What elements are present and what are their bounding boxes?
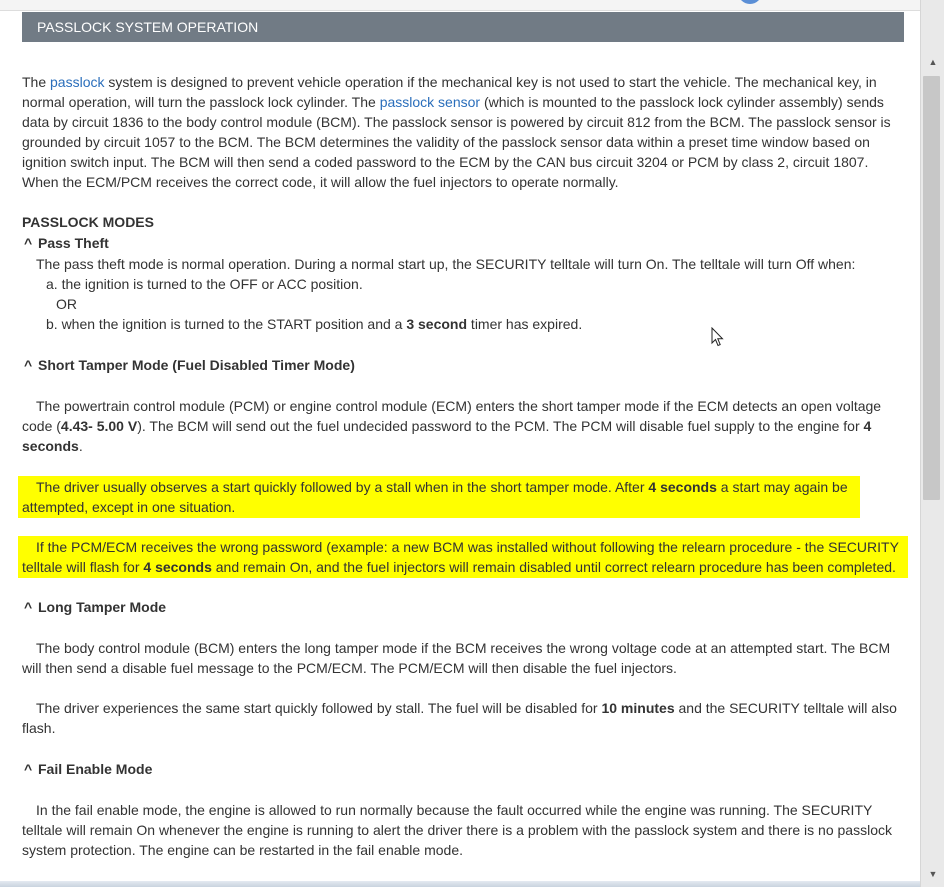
document-body (22, 72, 904, 860)
scroll-thumb[interactable] (923, 76, 940, 500)
fail-enable-paragraph: In the fail enable mode, the engine is allowed to run normally because the fault occurred while the engine was running. The SECURITY telltale will remain On whenever the engine is running to alert the driver there is a problem with the passlock system and there is no passlock system protection. The engine can be restarted in the fail enable mode. (22, 802, 892, 858)
long-tamper-paragraph-2: The driver experiences the same start quickly followed by stall. The fuel will be disabled for 10 minutes and the SECURITY telltale will also flash. (22, 700, 897, 736)
short-tamper-paragraph-1: The powertrain control module (PCM) or engine control module (ECM) enters the short tamper mode if the ECM detects an open voltage code (4.43- 5.00 V). The BCM will send out the fuel undecided password to the PCM. The PCM will disable fuel supply to the engine for 4 seconds. (22, 398, 882, 454)
intro-paragraph: The passlock system is designed to prevent vehicle operation if the mechanical key is not used to start the vehicle. The mechanical key, in normal operation, will turn the passlock lock cylinder. The passlock sensor (which is mounted to the passlock lock cylinder assembly) sends data by circuit 1836 to the body control module (BCM). The passlock sensor is powered by circuit 812 from the BCM. The passlock sensor is grounded by circuit 1057 to the BCM. The BCM determines the validity of the passlock sensor data within a preset time window based on ignition switch input. The BCM will then send a coded password to the ECM by the CAN bus circuit 3204 or PCM by class 2, circuit 1807. When the ECM/PCM receives the correct code, it will allow the fuel injectors to operate normally. (22, 74, 891, 190)
pass-theft-or: OR (56, 296, 77, 312)
pass-theft-heading[interactable]: ^ Pass Theft (22, 232, 904, 254)
passlock-sensor-link[interactable]: passlock sensor (379, 94, 481, 110)
toolbar-button-edge[interactable] (738, 0, 762, 4)
passlock-link[interactable]: passlock (50, 74, 105, 90)
pass-theft-description: The pass theft mode is normal operation. During a normal start up, the SECURITY telltale will turn On. The telltale will turn Off when: (36, 256, 856, 272)
scroll-down-icon[interactable]: ▼ (928, 869, 938, 879)
caret-up-icon[interactable]: ^ (24, 599, 33, 615)
passlock-modes-heading: PASSLOCK MODES (22, 214, 154, 230)
vertical-scrollbar[interactable] (920, 0, 944, 887)
scroll-up-icon[interactable]: ▲ (928, 57, 938, 67)
section-header (22, 12, 904, 42)
short-tamper-highlight-1: The driver usually observes a start quickly followed by a stall when in the short tamper mode. After 4 seconds a start may again be attempted, except in one situation. (18, 476, 860, 518)
short-tamper-heading[interactable]: ^ Short Tamper Mode (Fuel Disabled Timer Mode) (22, 354, 904, 376)
short-tamper-highlight-2: If the PCM/ECM receives the wrong password (example: a new BCM was installed without following the relearn procedure - the SECURITY telltale will flash for 4 seconds and remain On, and the fuel injectors will remain disabled until correct relearn procedure has been completed. (18, 536, 908, 578)
section-title: PASSLOCK SYSTEM OPERATION (37, 19, 259, 35)
caret-up-icon[interactable]: ^ (24, 357, 33, 373)
fail-enable-heading[interactable]: ^ Fail Enable Mode (22, 758, 904, 780)
caret-up-icon[interactable]: ^ (24, 761, 33, 777)
mouse-pointer-icon (711, 327, 725, 347)
pass-theft-item-b: b. when the ignition is turned to the START position and a 3 second timer has expired. (46, 316, 583, 332)
long-tamper-heading[interactable]: ^ Long Tamper Mode (22, 596, 904, 618)
caret-up-icon[interactable]: ^ (24, 235, 33, 251)
pass-theft-item-a: a. the ignition is turned to the OFF or ACC position. (46, 276, 363, 292)
long-tamper-paragraph-1: The body control module (BCM) enters the long tamper mode if the BCM receives the wrong voltage code at an attempted start. The BCM will then send a disable fuel message to the PCM/ECM. The PCM/ECM will then disable the fuel injectors. (22, 640, 891, 676)
top-toolbar-edge (0, 0, 920, 11)
bottom-window-edge (0, 881, 920, 887)
